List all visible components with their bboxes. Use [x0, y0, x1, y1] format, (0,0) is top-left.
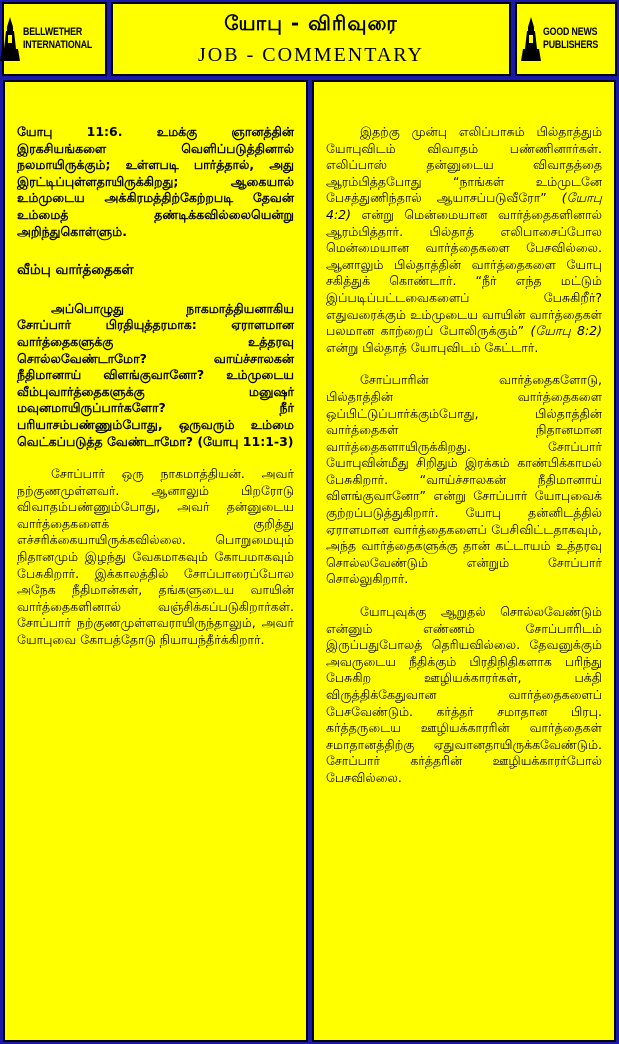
verse-block: அப்பொழுது நாகமாத்தியனாகிய சோப்பார் பிரதியுத்தரமாக: ஏராளமான வார்த்தைகளுக்கு உத்தரவு சொல்லவேண்டாமோ? வாய்ச்சாலகன் நீதிமானாய் விளங்குவானோ? உம்முடைய வீம்புவார்த்தைகளுக்கு மனுஷர் மவுனமாயிருப்பார்களோ? நீர் பரியாசம்பண்ணும்போது, ஒருவரும் உம்மை வெட்கப்படுத்த வேண்டாமோ? (யோபு 11:1-3)	[17, 300, 294, 449]
bellwether-logo	[2, 2, 107, 76]
paragraph-1-text-c: எதுவரைக்கும் உம்முடைய வாயின் வார்த்தைகள் பலமான காற்றைப் போலிருக்கும்”	[326, 306, 602, 339]
left-column	[3, 80, 308, 1042]
scripture-reference: (யோபு 4:2)	[326, 190, 602, 222]
right-column	[312, 80, 616, 1042]
commentary-paragraph-2: சோப்பாரின் வார்த்தைகளோடு, பில்தாத்தின் வார்த்தைகளை ஒப்பிட்டுப்பார்க்கும்போது, பில்தாத்தின் வார்த்தைகள் நிதானமான வார்த்தைகளாயிருக்கிறது. சோப்பார் யோபுவின்மீது சிறிதும் இரக்கம் காண்பிக்காமல் பேசுகிறார். “வாய்ச்சாலகன் நீதிமானாய் விளங்குவானோ” என்று சோப்பார் யோபுவைக் குற்றப்படுத்துகிறார். யோபு தன்னிடத்தில் ஏராளமான வார்த்தைகளைப் பேசிவிட்டதாகவும், அந்த வார்த்தைகளுக்கு தான் கட்டாயம் உத்தரவு சொல்லவேண்டும் என்றும் சோப்பார் சொல்லுகிறார்.	[326, 372, 602, 587]
bellwether-logo-line1: BELLWETHER	[23, 26, 83, 38]
paragraph-1-text-a: இதற்கு முன்பு எலிப்பாசும் பில்தாத்தும் யோபுவிடம் விவாதம் பண்ணினார்கள். எலிப்பாஸ் தன்னுடைய விவாதத்தை ஆரம்பித்தபோது “நாங்கள் உம்முடனே பேசத்துணிந்தால் ஆயாசப்படுவீரோ”	[326, 124, 602, 206]
commentary-paragraph: சோப்பார் ஒரு நாகமாத்தியன். அவர் நற்குணமுள்ளவர். ஆனாலும் பிறரோடு விவாதம்பண்ணும்போது, அவர் தன்னுடைய வார்த்தைகளைக் குறித்து எச்சரிக்கையாயிருக்கவில்லை. பொறுமையும் நிதானமும் இழந்து வேகமாகவும் கோபமாகவும் பேசுகிறார். இக்காலத்தில் சோப்பாரைப்போல அநேக நீதிமான்கள், தங்களுடைய வாயின் வார்த்தைகளினால் வஞ்சிக்கப்படுகிறார்கள். சோப்பார் நற்குணமுள்ளவராயிருந்தாலும், அவர் யோபுவை கோபத்தோடு நியாயந்தீர்க்கிறார்.	[17, 466, 294, 648]
english-title: JOB - COMMENTARY	[198, 44, 424, 66]
title-box	[111, 2, 511, 76]
verse-intro: யோபு 11:6. உமக்கு ஞானத்தின் இரகசியங்களை வெளிப்படுத்தினால் நலமாயிருக்கும்; உள்ளபடி பார்த்தால், அது இரட்டிப்புள்ளதாயிருக்கிறது; ஆகையால் உம்முடைய அக்கிரமத்திற்கேற்றபடி தேவன் உம்மைத் தண்டிக்கவில்லையென்று அறிந்துகொள்ளும்.	[17, 124, 294, 239]
good-news-logo	[515, 2, 617, 76]
section-heading: வீம்பு வார்த்தைகள்	[17, 262, 134, 279]
bellwether-logo-line2: INTERNATIONAL	[23, 39, 93, 51]
good-news-tower-icon	[521, 15, 541, 63]
good-news-logo-line2: PUBLISHERS	[542, 39, 598, 51]
bellwether-tower-icon	[0, 15, 21, 63]
commentary-paragraph-1	[326, 124, 602, 356]
paragraph-1-text-d: என்று பில்தாத் யோபுவிடம் கேட்டார்.	[326, 339, 539, 355]
tamil-title: யோபு - விரிவுரை	[224, 11, 398, 35]
header	[2, 2, 617, 76]
scripture-reference: (யோபு 8:2)	[530, 323, 602, 339]
commentary-paragraph-3: யோபுவுக்கு ஆறுதல் சொல்லவேண்டும் என்னும் எண்ணம் சோப்பாரிடம் இருப்பதுபோலத் தெரியவில்லை. தேவனுக்கும் அவருடைய நீதிக்கும் பிரதிநிதிகளாக பரிந்து பேசுகிற ஊழியக்காரர்கள், பக்தி விருத்திக்கேதுவான வார்த்தைகளைப் பேசவேண்டும். கர்த்தர் சமாதான பிரபு. கர்த்தருடைய ஊழியக்காரரின் வார்த்தைகள் சமாதானத்திற்கு ஏதுவானதாயிருக்கவேண்டும். சோப்பார் கர்த்தரின் ஊழியக்காரர்போல் பேசவில்லை.	[326, 604, 602, 785]
good-news-logo-line1: GOOD NEWS	[542, 26, 597, 38]
paragraph-1-text-b: என்று மென்மையான வார்த்தைகளினால் ஆரம்பித்தார். பில்தாத் எலிபாசைப்போல மென்மையான வார்த்தைகளை பேசவில்லை. ஆனாலும் பில்தாத்தின் வார்த்தைகளை யோபு சகித்துக் கொண்டார். “நீர் எந்த மட்டும் இப்படிப்பட்டவைகளைப் பேசுகிறீர்?	[326, 206, 602, 305]
